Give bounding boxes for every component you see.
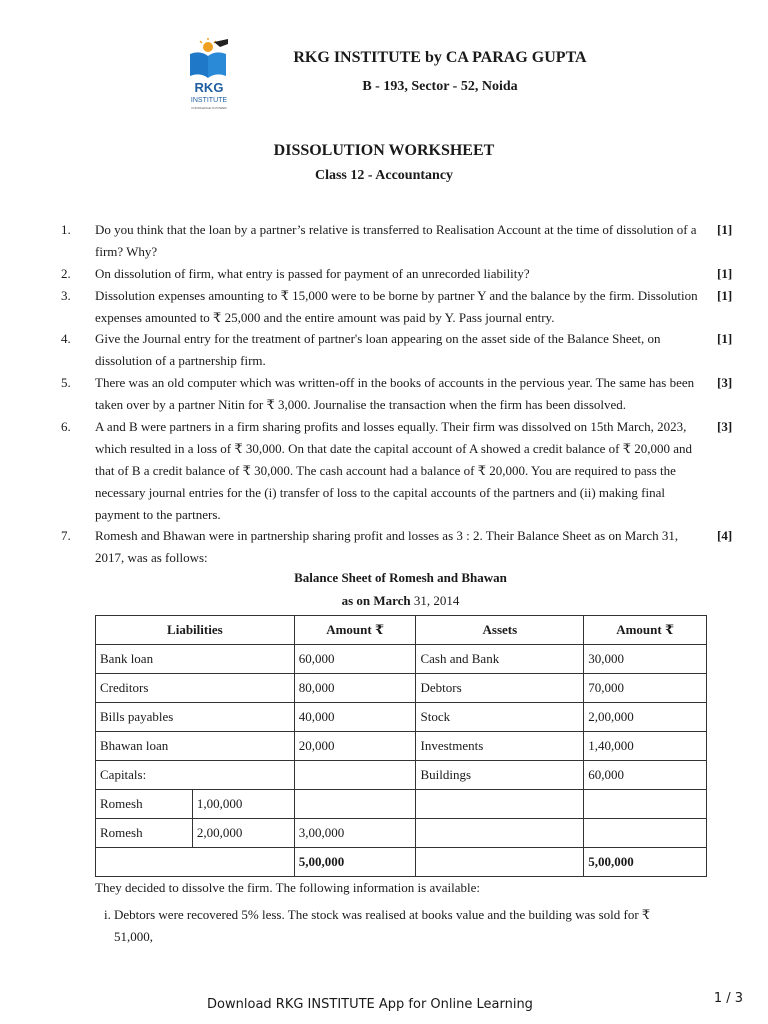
asset-amount: 1,40,000	[584, 732, 707, 761]
asset-cell: Investments	[416, 732, 584, 761]
institute-logo	[184, 38, 234, 112]
capital-partner: Romesh	[96, 819, 193, 848]
footer-text: Download RKG INSTITUTE App for Online Learning	[207, 997, 533, 1012]
capital-total: 3,00,000	[294, 819, 416, 848]
asset-amount	[584, 790, 707, 819]
worksheet-subtitle: Class 12 - Accountancy	[314, 168, 454, 183]
liability-amount: 60,000	[294, 645, 416, 674]
svg-text:KNOWLEDGE IS POWER: KNOWLEDGE IS POWER	[191, 106, 227, 110]
capital-amount: 2,00,000	[192, 819, 294, 848]
svg-text:INSTITUTE: INSTITUTE	[190, 97, 228, 104]
balance-sheet-title: Balance Sheet of Romesh and Bhawan	[294, 570, 507, 585]
table-row	[96, 674, 707, 703]
liability-cell: Bills payables	[96, 703, 295, 732]
worksheet-title: DISSOLUTION WORKSHEET	[273, 142, 495, 159]
table-row	[96, 732, 707, 761]
page-number: 1 / 3	[713, 991, 743, 1006]
institute-address: B - 193, Sector - 52, Noida	[362, 79, 518, 94]
liabilities-header: Liabilities	[96, 616, 295, 645]
asset-cell: Cash and Bank	[416, 645, 584, 674]
capital-total	[294, 790, 416, 819]
total-assets: 5,00,000	[584, 848, 707, 877]
amount-header: Amount ₹	[584, 616, 707, 645]
asset-cell: Stock	[416, 703, 584, 732]
liability-amount: 40,000	[294, 703, 416, 732]
table-row	[96, 645, 707, 674]
liability-cell: Bank loan	[96, 645, 295, 674]
liability-cell: Bhawan loan	[96, 732, 295, 761]
asset-amount: 2,00,000	[584, 703, 707, 732]
asset-cell	[416, 790, 584, 819]
table-row	[96, 703, 707, 732]
svg-text:RKG: RKG	[194, 80, 224, 95]
table-row	[96, 819, 707, 848]
asset-amount: 60,000	[584, 761, 707, 790]
table-header-row	[96, 616, 707, 645]
balance-sheet-date: as on March 31, 2014	[341, 593, 460, 608]
table-row	[96, 790, 707, 819]
asset-amount: 30,000	[584, 645, 707, 674]
asset-cell	[416, 848, 584, 877]
liability-cell	[96, 848, 295, 877]
sub-item-i: i. Debtors were recovered 5% less. The stock was realised at books value and the building was sold for ₹ 51,000,	[104, 907, 651, 944]
amount-header: Amount ₹	[294, 616, 416, 645]
after-table-text: They decided to dissolve the firm. The following information is available:	[95, 880, 480, 895]
liability-amount: 80,000	[294, 674, 416, 703]
asset-cell: Buildings	[416, 761, 584, 790]
asset-amount: 70,000	[584, 674, 707, 703]
assets-header: Assets	[416, 616, 584, 645]
asset-amount	[584, 819, 707, 848]
total-liabilities: 5,00,000	[294, 848, 416, 877]
asset-cell: Debtors	[416, 674, 584, 703]
capital-amount: 1,00,000	[192, 790, 294, 819]
liability-amount	[294, 761, 416, 790]
table-row	[96, 761, 707, 790]
liability-cell: Capitals:	[96, 761, 295, 790]
asset-cell	[416, 819, 584, 848]
liability-cell: Creditors	[96, 674, 295, 703]
capital-partner: Romesh	[96, 790, 193, 819]
liability-amount: 20,000	[294, 732, 416, 761]
table-total-row	[96, 848, 707, 877]
institute-name: RKG INSTITUTE by CA PARAG GUPTA	[293, 49, 587, 66]
balance-sheet-table	[95, 615, 707, 877]
